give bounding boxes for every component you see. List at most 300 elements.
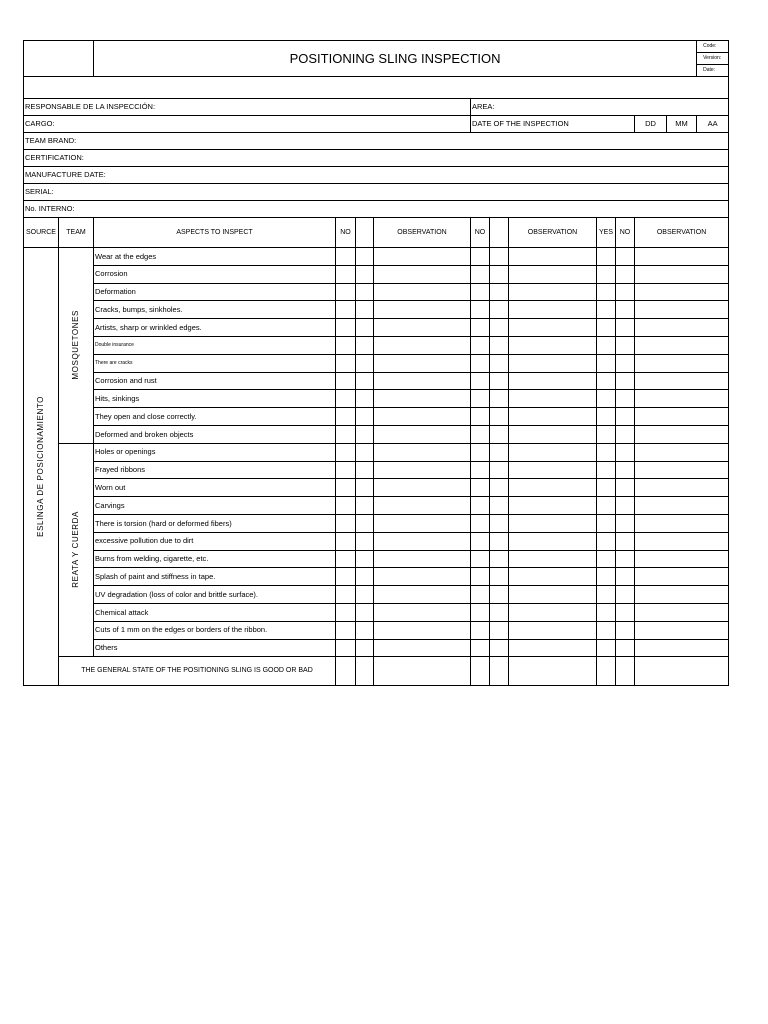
yes-cell[interactable] (597, 336, 616, 354)
observation-1-cell[interactable] (374, 372, 471, 390)
blank-2-cell[interactable] (490, 639, 509, 657)
col-blank-2 (490, 218, 509, 248)
mm-field[interactable]: MM (667, 116, 697, 133)
aspect-label: Corrosion and rust (94, 372, 336, 390)
manufacture-date-field[interactable]: MANUFACTURE DATE: (24, 167, 729, 184)
blank-1-cell[interactable] (356, 443, 374, 461)
no-3-cell[interactable] (616, 461, 635, 479)
observation-2-cell[interactable] (509, 461, 597, 479)
blank-2-cell[interactable] (490, 657, 509, 686)
no-1-cell[interactable] (336, 479, 356, 497)
no-1-cell[interactable] (336, 443, 356, 461)
team-brand-field[interactable]: TEAM BRAND: (24, 133, 729, 150)
yes-cell[interactable] (597, 372, 616, 390)
no-2-cell[interactable] (471, 408, 490, 426)
yes-cell[interactable] (597, 265, 616, 283)
no-3-cell[interactable] (616, 372, 635, 390)
observation-2-cell[interactable] (509, 621, 597, 639)
no-1-cell[interactable] (336, 639, 356, 657)
spacer-row (24, 77, 729, 99)
blank-1-cell[interactable] (356, 568, 374, 586)
no-2-cell[interactable] (471, 586, 490, 604)
col-team: TEAM (59, 218, 94, 248)
observation-1-cell[interactable] (374, 568, 471, 586)
observation-1-cell[interactable] (374, 603, 471, 621)
observation-3-cell[interactable] (635, 532, 729, 550)
table-row (24, 514, 729, 532)
aspect-label: Frayed ribbons (94, 461, 336, 479)
observation-1-cell[interactable] (374, 336, 471, 354)
observation-1-cell[interactable] (374, 479, 471, 497)
observation-1-cell[interactable] (374, 532, 471, 550)
blank-2-cell[interactable] (490, 248, 509, 266)
table-row (24, 621, 729, 639)
col-observation-2: OBSERVATION (509, 218, 597, 248)
blank-2-cell[interactable] (490, 497, 509, 515)
no-2-cell[interactable] (471, 372, 490, 390)
no-3-cell[interactable] (616, 319, 635, 337)
aa-field[interactable]: AA (697, 116, 729, 133)
blank-1-cell[interactable] (356, 248, 374, 266)
group-mosquetones-label: MOSQUETONES (71, 309, 80, 380)
no-2-cell[interactable] (471, 265, 490, 283)
observation-3-cell[interactable] (635, 425, 729, 443)
blank-2-cell[interactable] (490, 354, 509, 372)
no-3-cell[interactable] (616, 586, 635, 604)
observation-1-cell[interactable] (374, 283, 471, 301)
observation-3-cell[interactable] (635, 390, 729, 408)
column-header-row (24, 218, 729, 248)
no-2-cell[interactable] (471, 336, 490, 354)
yes-cell[interactable] (597, 479, 616, 497)
table-row (24, 461, 729, 479)
observation-3-cell[interactable] (635, 248, 729, 266)
observation-2-cell[interactable] (509, 248, 597, 266)
table-row (24, 550, 729, 568)
blank-1-cell[interactable] (356, 283, 374, 301)
blank-2-cell[interactable] (490, 301, 509, 319)
blank-2-cell[interactable] (490, 443, 509, 461)
no-3-cell[interactable] (616, 568, 635, 586)
yes-cell[interactable] (597, 532, 616, 550)
no-1-cell[interactable] (336, 657, 356, 686)
no-3-cell[interactable] (616, 336, 635, 354)
yes-cell[interactable] (597, 568, 616, 586)
no-2-cell[interactable] (471, 603, 490, 621)
no-3-cell[interactable] (616, 248, 635, 266)
observation-2-cell[interactable] (509, 283, 597, 301)
yes-cell[interactable] (597, 301, 616, 319)
observation-1-cell[interactable] (374, 354, 471, 372)
observation-2-cell[interactable] (509, 639, 597, 657)
yes-cell[interactable] (597, 283, 616, 301)
blank-2-cell[interactable] (490, 265, 509, 283)
table-row (24, 532, 729, 550)
no-3-cell[interactable] (616, 639, 635, 657)
observation-1-cell[interactable] (374, 550, 471, 568)
no-1-cell[interactable] (336, 301, 356, 319)
table-row (24, 603, 729, 621)
yes-cell[interactable] (597, 639, 616, 657)
observation-1-cell[interactable] (374, 443, 471, 461)
observation-2-cell[interactable] (509, 586, 597, 604)
observation-3-cell[interactable] (635, 514, 729, 532)
no-1-cell[interactable] (336, 408, 356, 426)
table-row (24, 248, 729, 266)
observation-2-cell[interactable] (509, 479, 597, 497)
observation-1-cell[interactable] (374, 497, 471, 515)
observation-2-cell[interactable] (509, 532, 597, 550)
observation-3-cell[interactable] (635, 479, 729, 497)
observation-2-cell[interactable] (509, 265, 597, 283)
blank-2-cell[interactable] (490, 425, 509, 443)
aspect-label: Splash of paint and stiffness in tape. (94, 568, 336, 586)
observation-1-cell[interactable] (374, 657, 471, 686)
general-state-row (24, 657, 729, 686)
no-3-cell[interactable] (616, 479, 635, 497)
observation-3-cell[interactable] (635, 336, 729, 354)
blank-1-cell[interactable] (356, 408, 374, 426)
observation-3-cell[interactable] (635, 550, 729, 568)
observation-2-cell[interactable] (509, 550, 597, 568)
no-2-cell[interactable] (471, 621, 490, 639)
observation-3-cell[interactable] (635, 443, 729, 461)
no-3-cell[interactable] (616, 497, 635, 515)
table-row (24, 354, 729, 372)
observation-3-cell[interactable] (635, 461, 729, 479)
no-2-cell[interactable] (471, 443, 490, 461)
blank-1-cell[interactable] (356, 514, 374, 532)
table-row (24, 497, 729, 515)
no-1-cell[interactable] (336, 336, 356, 354)
blank-1-cell[interactable] (356, 461, 374, 479)
observation-3-cell[interactable] (635, 265, 729, 283)
no-1-cell[interactable] (336, 319, 356, 337)
no-2-cell[interactable] (471, 479, 490, 497)
observation-3-cell[interactable] (635, 497, 729, 515)
yes-cell[interactable] (597, 657, 616, 686)
cargo-field[interactable]: CARGO: (24, 116, 471, 133)
blank-2-cell[interactable] (490, 550, 509, 568)
observation-2-cell[interactable] (509, 301, 597, 319)
no-1-cell[interactable] (336, 568, 356, 586)
source-label: ESLINGA DE POSICIONAMIENTO (36, 395, 45, 537)
observation-2-cell[interactable] (509, 443, 597, 461)
no-1-cell[interactable] (336, 461, 356, 479)
no-3-cell[interactable] (616, 603, 635, 621)
table-row (24, 319, 729, 337)
yes-cell[interactable] (597, 514, 616, 532)
yes-cell[interactable] (597, 586, 616, 604)
blank-1-cell[interactable] (356, 319, 374, 337)
no-1-cell[interactable] (336, 390, 356, 408)
no-3-cell[interactable] (616, 443, 635, 461)
aspect-label: Double insurance (94, 336, 336, 354)
yes-cell[interactable] (597, 461, 616, 479)
observation-3-cell[interactable] (635, 354, 729, 372)
observation-2-cell[interactable] (509, 354, 597, 372)
blank-2-cell[interactable] (490, 479, 509, 497)
no-3-cell[interactable] (616, 514, 635, 532)
observation-1-cell[interactable] (374, 248, 471, 266)
serial-field[interactable]: SERIAL: (24, 184, 729, 201)
yes-cell[interactable] (597, 319, 616, 337)
aspect-label: Chemical attack (94, 603, 336, 621)
no-1-cell[interactable] (336, 425, 356, 443)
source-cell (24, 248, 59, 686)
observation-2-cell[interactable] (509, 372, 597, 390)
blank-2-cell[interactable] (490, 390, 509, 408)
aspect-label: Burns from welding, cigarette, etc. (94, 550, 336, 568)
code-label: Code: (697, 41, 729, 53)
blank-1-cell[interactable] (356, 354, 374, 372)
no-2-cell[interactable] (471, 568, 490, 586)
blank-1-cell[interactable] (356, 657, 374, 686)
aspect-label: excessive pollution due to dirt (94, 532, 336, 550)
blank-2-cell[interactable] (490, 461, 509, 479)
no-2-cell[interactable] (471, 514, 490, 532)
no-1-cell[interactable] (336, 354, 356, 372)
no-1-cell[interactable] (336, 248, 356, 266)
no-1-cell[interactable] (336, 532, 356, 550)
blank-1-cell[interactable] (356, 639, 374, 657)
observation-2-cell[interactable] (509, 497, 597, 515)
table-row (24, 301, 729, 319)
table-row (24, 568, 729, 586)
blank-2-cell[interactable] (490, 586, 509, 604)
aspect-label: Holes or openings (94, 443, 336, 461)
no-3-cell[interactable] (616, 621, 635, 639)
yes-cell[interactable] (597, 550, 616, 568)
observation-3-cell[interactable] (635, 319, 729, 337)
blank-2-cell[interactable] (490, 532, 509, 550)
table-row (24, 265, 729, 283)
observation-1-cell[interactable] (374, 265, 471, 283)
observation-2-cell[interactable] (509, 514, 597, 532)
blank-2-cell[interactable] (490, 283, 509, 301)
yes-cell[interactable] (597, 354, 616, 372)
observation-1-cell[interactable] (374, 319, 471, 337)
aspect-label: There are cracks (94, 354, 336, 372)
date-of-inspection-label: DATE OF THE INSPECTION (471, 116, 635, 133)
blank-2-cell[interactable] (490, 621, 509, 639)
col-blank-1 (356, 218, 374, 248)
blank-1-cell[interactable] (356, 336, 374, 354)
blank-1-cell[interactable] (356, 372, 374, 390)
no-3-cell[interactable] (616, 301, 635, 319)
observation-3-cell[interactable] (635, 301, 729, 319)
no-1-cell[interactable] (336, 621, 356, 639)
no-3-cell[interactable] (616, 354, 635, 372)
group-reata-y-cuerda-label: REATA Y CUERDA (71, 510, 80, 588)
blank-2-cell[interactable] (490, 336, 509, 354)
no-interno-field[interactable]: No. INTERNO: (24, 201, 729, 218)
blank-1-cell[interactable] (356, 497, 374, 515)
blank-1-cell[interactable] (356, 479, 374, 497)
no-1-cell[interactable] (336, 283, 356, 301)
blank-1-cell[interactable] (356, 621, 374, 639)
no-2-cell[interactable] (471, 248, 490, 266)
no-2-cell[interactable] (471, 532, 490, 550)
col-source: SOURCE (24, 218, 59, 248)
no-1-cell[interactable] (336, 586, 356, 604)
blank-1-cell[interactable] (356, 301, 374, 319)
table-row (24, 479, 729, 497)
blank-2-cell[interactable] (490, 603, 509, 621)
form-table (23, 40, 729, 686)
no-3-cell[interactable] (616, 550, 635, 568)
observation-2-cell[interactable] (509, 319, 597, 337)
observation-3-cell[interactable] (635, 372, 729, 390)
observation-2-cell[interactable] (509, 425, 597, 443)
yes-cell[interactable] (597, 443, 616, 461)
aspect-label: Corrosion (94, 265, 336, 283)
observation-3-cell[interactable] (635, 657, 729, 686)
yes-cell[interactable] (597, 390, 616, 408)
blank-1-cell[interactable] (356, 550, 374, 568)
table-row (24, 639, 729, 657)
yes-cell[interactable] (597, 621, 616, 639)
blank-2-cell[interactable] (490, 372, 509, 390)
observation-1-cell[interactable] (374, 390, 471, 408)
blank-1-cell[interactable] (356, 532, 374, 550)
no-1-cell[interactable] (336, 497, 356, 515)
observation-3-cell[interactable] (635, 603, 729, 621)
table-row (24, 408, 729, 426)
yes-cell[interactable] (597, 497, 616, 515)
aspect-label: Cracks, bumps, sinkholes. (94, 301, 336, 319)
observation-3-cell[interactable] (635, 283, 729, 301)
aspect-label: Hits, sinkings (94, 390, 336, 408)
no-2-cell[interactable] (471, 283, 490, 301)
table-row (24, 586, 729, 604)
observation-1-cell[interactable] (374, 301, 471, 319)
observation-3-cell[interactable] (635, 639, 729, 657)
group-mosquetones-cell (59, 248, 94, 444)
aspect-label: Worn out (94, 479, 336, 497)
aspect-label: Carvings (94, 497, 336, 515)
col-observation-1: OBSERVATION (374, 218, 471, 248)
table-row (24, 372, 729, 390)
observation-1-cell[interactable] (374, 408, 471, 426)
aspect-label: Cuts of 1 mm on the edges or borders of the ribbon. (94, 621, 336, 639)
certification-field[interactable]: CERTIFICATION: (24, 150, 729, 167)
form-title: POSITIONING SLING INSPECTION (94, 41, 697, 77)
col-yes: YES (597, 218, 616, 248)
observation-2-cell[interactable] (509, 390, 597, 408)
observation-1-cell[interactable] (374, 586, 471, 604)
table-row (24, 425, 729, 443)
aspect-label: Wear at the edges (94, 248, 336, 266)
yes-cell[interactable] (597, 408, 616, 426)
no-1-cell[interactable] (336, 603, 356, 621)
table-row (24, 283, 729, 301)
observation-1-cell[interactable] (374, 639, 471, 657)
no-3-cell[interactable] (616, 265, 635, 283)
no-3-cell[interactable] (616, 657, 635, 686)
observation-3-cell[interactable] (635, 408, 729, 426)
no-2-cell[interactable] (471, 639, 490, 657)
aspect-label: They open and close correctly. (94, 408, 336, 426)
observation-1-cell[interactable] (374, 425, 471, 443)
blank-1-cell[interactable] (356, 603, 374, 621)
no-1-cell[interactable] (336, 372, 356, 390)
observation-1-cell[interactable] (374, 621, 471, 639)
aspect-label: There is torsion (hard or deformed fibers) (94, 514, 336, 532)
table-row (24, 443, 729, 461)
no-3-cell[interactable] (616, 532, 635, 550)
no-2-cell[interactable] (471, 319, 490, 337)
observation-1-cell[interactable] (374, 514, 471, 532)
no-1-cell[interactable] (336, 550, 356, 568)
no-2-cell[interactable] (471, 301, 490, 319)
col-no-2: NO (471, 218, 490, 248)
col-aspects: ASPECTS TO INSPECT (94, 218, 336, 248)
blank-1-cell[interactable] (356, 425, 374, 443)
no-2-cell[interactable] (471, 497, 490, 515)
no-2-cell[interactable] (471, 657, 490, 686)
col-no-1: NO (336, 218, 356, 248)
col-no-3: NO (616, 218, 635, 248)
date-label: Date: (697, 65, 729, 77)
no-3-cell[interactable] (616, 425, 635, 443)
observation-2-cell[interactable] (509, 336, 597, 354)
general-state-label: THE GENERAL STATE OF THE POSITIONING SLING IS GOOD OR BAD (59, 657, 336, 686)
version-label: Version: (697, 53, 729, 65)
no-2-cell[interactable] (471, 425, 490, 443)
blank-2-cell[interactable] (490, 514, 509, 532)
yes-cell[interactable] (597, 603, 616, 621)
no-2-cell[interactable] (471, 354, 490, 372)
blank-1-cell[interactable] (356, 265, 374, 283)
blank-1-cell[interactable] (356, 390, 374, 408)
col-observation-3: OBSERVATION (635, 218, 729, 248)
inspection-form (23, 40, 728, 686)
no-2-cell[interactable] (471, 390, 490, 408)
observation-3-cell[interactable] (635, 586, 729, 604)
no-2-cell[interactable] (471, 550, 490, 568)
no-3-cell[interactable] (616, 283, 635, 301)
logo-cell (24, 41, 94, 77)
responsable-field[interactable]: RESPONSABLE DE LA INSPECCIÓN: (24, 99, 471, 116)
no-3-cell[interactable] (616, 390, 635, 408)
observation-3-cell[interactable] (635, 568, 729, 586)
blank-1-cell[interactable] (356, 586, 374, 604)
no-1-cell[interactable] (336, 265, 356, 283)
blank-2-cell[interactable] (490, 319, 509, 337)
observation-2-cell[interactable] (509, 603, 597, 621)
observation-2-cell[interactable] (509, 568, 597, 586)
observation-1-cell[interactable] (374, 461, 471, 479)
yes-cell[interactable] (597, 425, 616, 443)
blank-2-cell[interactable] (490, 408, 509, 426)
table-row (24, 390, 729, 408)
blank-2-cell[interactable] (490, 568, 509, 586)
no-3-cell[interactable] (616, 408, 635, 426)
observation-2-cell[interactable] (509, 657, 597, 686)
aspect-label: Artists, sharp or wrinkled edges. (94, 319, 336, 337)
observation-3-cell[interactable] (635, 621, 729, 639)
observation-2-cell[interactable] (509, 408, 597, 426)
area-field[interactable]: AREA: (471, 99, 729, 116)
aspect-label: UV degradation (loss of color and brittle surface). (94, 586, 336, 604)
table-row (24, 336, 729, 354)
dd-field[interactable]: DD (635, 116, 667, 133)
no-1-cell[interactable] (336, 514, 356, 532)
aspect-label: Deformation (94, 283, 336, 301)
no-2-cell[interactable] (471, 461, 490, 479)
yes-cell[interactable] (597, 248, 616, 266)
